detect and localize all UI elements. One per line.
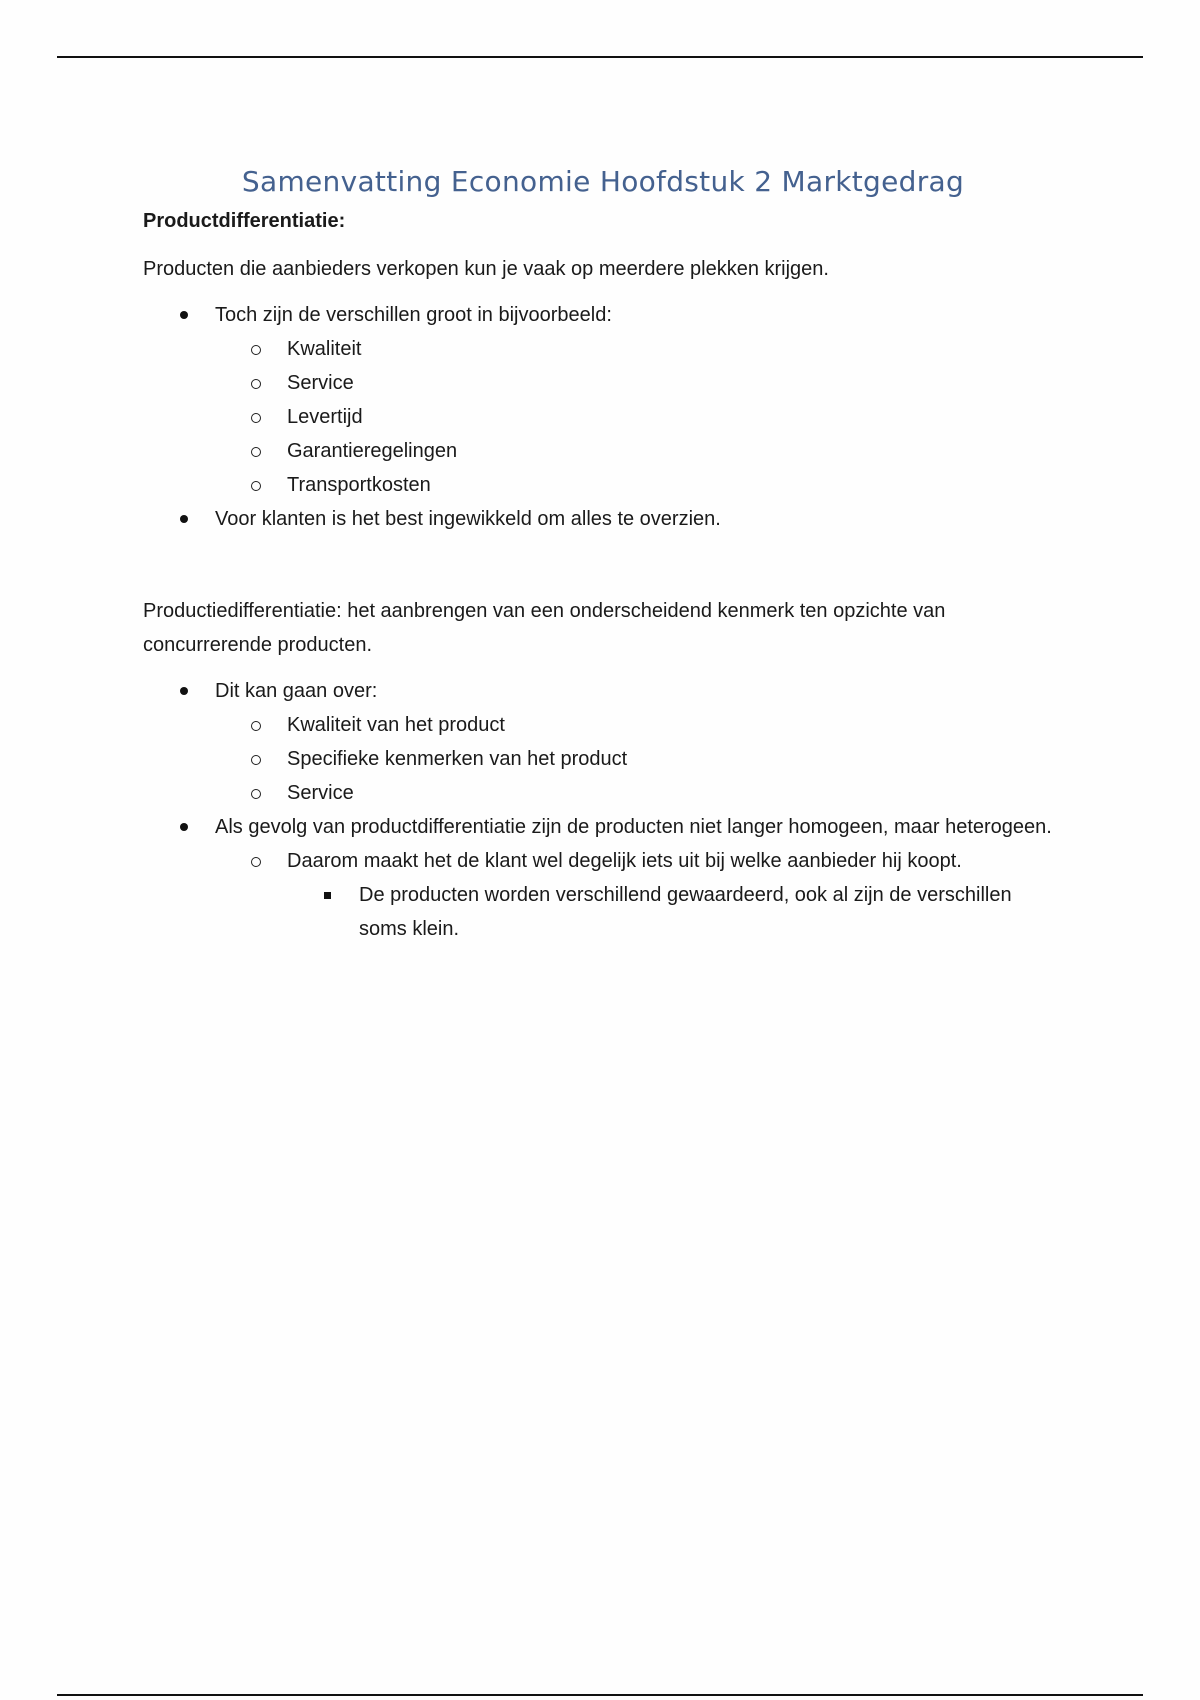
section-heading: Productdifferentiatie: (143, 210, 346, 232)
bullet-circle-icon (215, 332, 287, 366)
footer-rule (57, 1694, 1143, 1696)
sub-list-item-text: Service (287, 782, 354, 804)
sub-list (215, 332, 1063, 502)
list-item-text: Toch zijn de verschillen groot in bijvoorbeeld: (215, 304, 612, 326)
bullet-circle-icon (215, 400, 287, 434)
list-item (143, 298, 1063, 502)
bullet-list-1 (143, 298, 1063, 536)
bullet-list-2 (143, 674, 1063, 946)
bullet-square-icon (287, 878, 359, 912)
bullet-circle-icon (215, 776, 287, 810)
sub-list-item-text: Specifieke kenmerken van het product (287, 748, 628, 770)
bullet-circle-icon (215, 844, 287, 878)
list-item (143, 502, 1063, 536)
sub-sub-list-item-text: De producten worden verschillend gewaardeerd, ook al zijn de verschillen soms klein. (359, 884, 1012, 940)
list-item (143, 810, 1063, 946)
list-item-text: Voor klanten is het best ingewikkeld om alles te overzien. (215, 508, 721, 530)
bullet-circle-icon (215, 468, 287, 502)
sub-sub-list-item (287, 878, 1063, 946)
sub-list-item-text: Service (287, 372, 354, 394)
sub-list-item-text: Levertijd (287, 406, 363, 428)
sub-list (215, 844, 1063, 946)
bullet-circle-icon (215, 434, 287, 468)
sub-list-item-text: Transportkosten (287, 474, 431, 496)
list-item-text: Als gevolg van productdifferentiatie zijn de producten niet langer homogeen, maar heterogeen. (215, 816, 1052, 838)
sub-list-item (215, 708, 1063, 742)
sub-sub-list (287, 878, 1063, 946)
bullet-disc-icon (143, 674, 215, 708)
sub-list (215, 708, 1063, 810)
sub-list-item (215, 776, 1063, 810)
bullet-disc-icon (143, 298, 215, 332)
sub-list-item (215, 742, 1063, 776)
document-title: Samenvatting Economie Hoofdstuk 2 Marktgedrag (241, 165, 965, 198)
bullet-circle-icon (215, 708, 287, 742)
intro-paragraph: Producten die aanbieders verkopen kun je vaak op meerdere plekken krijgen. (143, 258, 829, 280)
header-rule (57, 56, 1143, 58)
sub-list-item (215, 400, 1063, 434)
sub-list-item-text: Kwaliteit (287, 338, 362, 360)
sub-list-item (215, 468, 1063, 502)
list-item-text: Dit kan gaan over: (215, 680, 378, 702)
sub-list-item-text: Daarom maakt het de klant wel degelijk iets uit bij welke aanbieder hij koopt. (287, 850, 962, 872)
definition-paragraph: Productiedifferentiatie: het aanbrengen van een onderscheidend kenmerk ten opzichte van concurrerende producten. (143, 600, 946, 656)
bullet-circle-icon (215, 366, 287, 400)
sub-list-item-text: Garantieregelingen (287, 440, 458, 462)
document-body (143, 160, 1063, 946)
sub-list-item (215, 434, 1063, 468)
sub-list-item (215, 366, 1063, 400)
sub-list-item (215, 844, 1063, 946)
list-item (143, 674, 1063, 810)
sub-list-item-text: Kwaliteit van het product (287, 714, 505, 736)
bullet-disc-icon (143, 502, 215, 536)
bullet-disc-icon (143, 810, 215, 844)
sub-list-item (215, 332, 1063, 366)
bullet-circle-icon (215, 742, 287, 776)
